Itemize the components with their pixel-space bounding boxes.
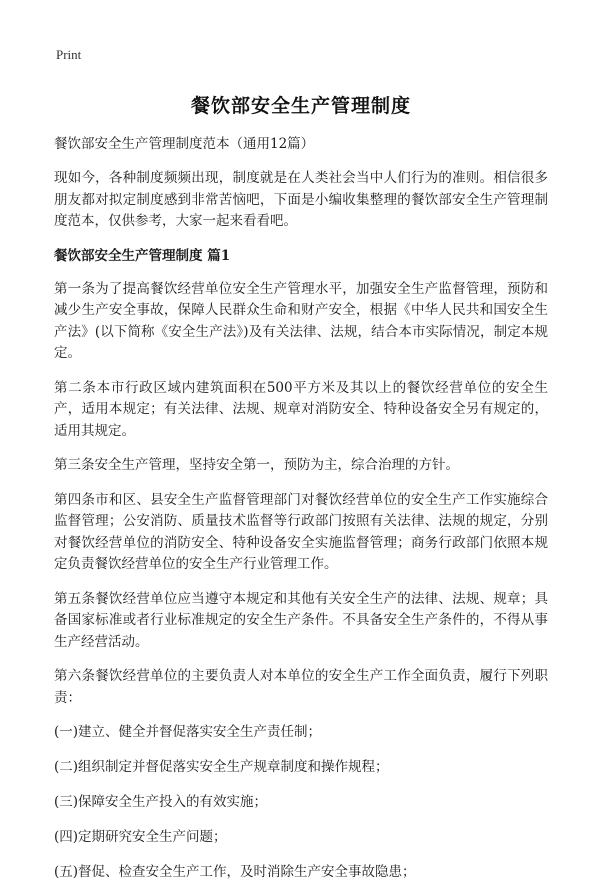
intro-paragraph: 现如今，各种制度频频出现，制度就是在人类社会当中人们行为的准则。相信很多朋友都对拟定制度感到非常苦恼吧，下面是小编收集整理的餐饮部安全生产管理制度范本，仅供参考，大家一起来看看吧。 <box>54 170 548 229</box>
section-heading: 餐饮部安全生产管理制度 篇1 <box>54 247 231 264</box>
article-paragraph: 第六条餐饮经营单位的主要负责人对本单位的安全生产工作全面负责，履行下列职责： <box>54 668 548 706</box>
list-item: (一)建立、健全并督促落实安全生产责任制； <box>54 724 322 740</box>
article-paragraph: 第五条餐饮经营单位应当遵守本规定和其他有关安全生产的法律、法规、规章；具备国家标准或者行业标准规定的安全生产条件。不具备安全生产条件的，不得从事生产经营活动。 <box>54 590 548 650</box>
list-item: (五)督促、检查安全生产工作，及时消除生产安全事故隐患； <box>54 864 416 880</box>
article-paragraph: 第二条本市行政区域内建筑面积在500平方米及其以上的餐饮经营单位的安全生产，适用本规定；有关法律、法规、规章对消防安全、特种设备安全另有规定的，适用其规定。 <box>54 379 548 439</box>
print-link[interactable]: Print <box>56 47 82 62</box>
article-paragraph: 第三条安全生产管理，坚持安全第一，预防为主，综合治理的方针。 <box>54 457 459 473</box>
article-paragraph: 第一条为了提高餐饮经营单位安全生产管理水平，加强安全生产监督管理，预防和减少生产安全事故，保障人民群众生命和财产安全，根据《中华人民共和国安全生产法》(以下简称《安全生产法》)及有关法律、法规，结合本市实际情况，制定本规定。 <box>54 280 548 361</box>
list-item: (二)组织制定并督促落实安全生产规章制度和操作规程； <box>54 759 389 775</box>
list-item: (四)定期研究安全生产问题； <box>54 829 227 845</box>
list-item: (三)保障安全生产投入的有效实施； <box>54 794 268 810</box>
page-title: 餐饮部安全生产管理制度 <box>190 95 411 117</box>
document-subtitle: 餐饮部安全生产管理制度范本（通用12篇） <box>54 136 315 152</box>
article-paragraph: 第四条市和区、县安全生产监督管理部门对餐饮经营单位的安全生产工作实施综合监督管理；公安消防、质量技术监督等行政部门按照有关法律、法规的规定，分别对餐饮经营单位的消防安全、特种设备安全实施监督管理；商务行政部门依照本规定负责餐饮经营单位的安全生产行业管理工作。 <box>54 491 548 572</box>
